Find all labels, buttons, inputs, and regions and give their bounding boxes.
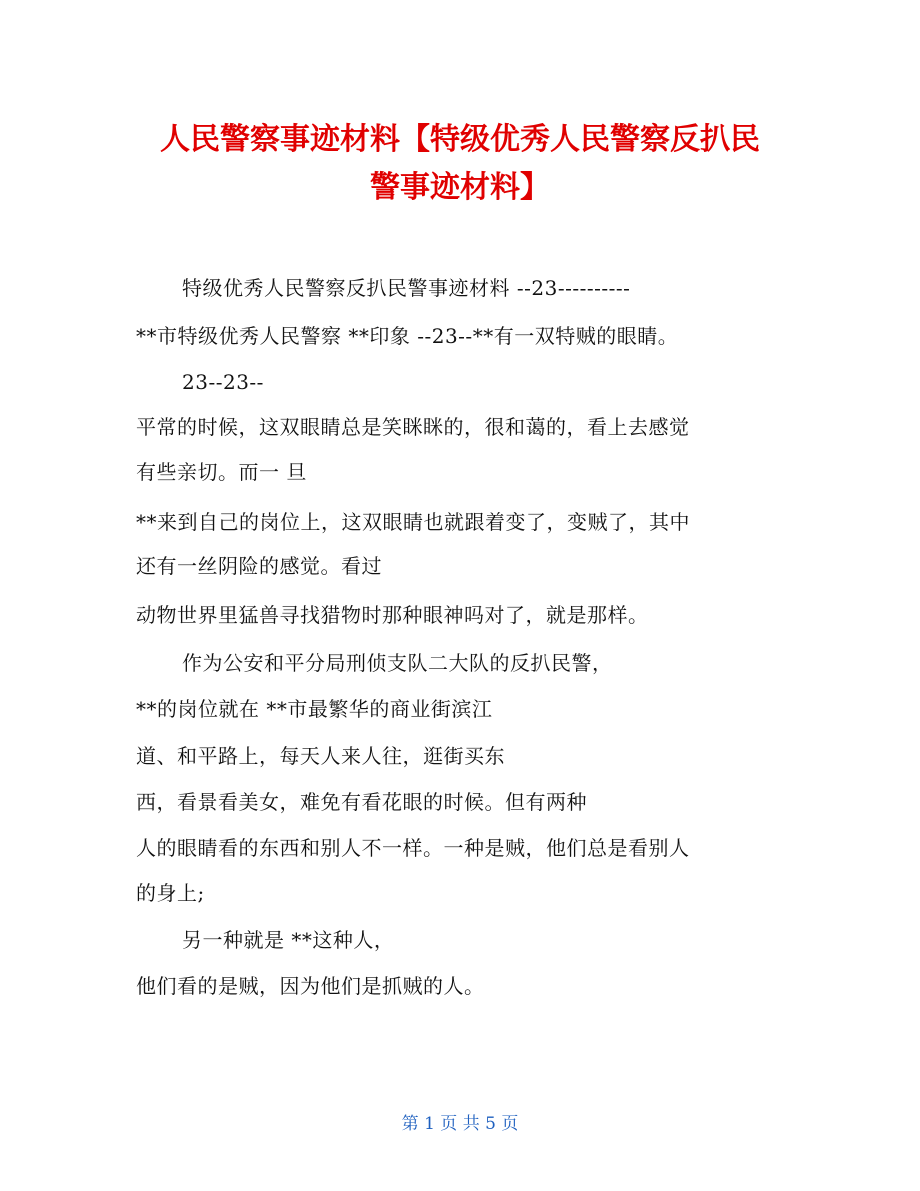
body-line-9: 作为公安和平分局刑侦支队二大队的反扒民警， — [182, 651, 613, 675]
body-line-1: 特级优秀人民警察反扒民警事迹材料 --23---------- — [182, 276, 631, 300]
body-line-15: 另一种就是 **这种人， — [182, 928, 395, 952]
body-line-8: 动物世界里猛兽寻找猎物时那种眼神吗对了，就是那样。 — [136, 603, 649, 627]
body-line-16: 他们看的是贼，因为他们是抓贼的人。 — [136, 974, 485, 998]
page-footer: 第 1 页 共 5 页 — [401, 1114, 519, 1134]
document-title-line-2: 警事迹材料】 — [370, 170, 550, 205]
body-line-7: 还有一丝阴险的感觉。看过 — [136, 554, 382, 578]
body-line-11: 道、和平路上，每天人来人往，逛街买东 — [136, 744, 505, 768]
body-line-5: 有些亲切。而一 旦 — [136, 460, 307, 484]
body-line-12: 西，看景看美女，难免有看花眼的时候。但有两种 — [136, 790, 587, 814]
body-line-13: 人的眼睛看的东西和别人不一样。一种是贼，他们总是看别人 — [136, 836, 690, 860]
document-title-line-1: 人民警察事迹材料【特级优秀人民警察反扒民 — [160, 122, 760, 157]
body-line-2: **市特级优秀人民警察 **印象 --23--**有一双特贼的眼睛。 — [136, 324, 679, 348]
body-line-3: 23--23-- — [182, 370, 264, 394]
body-line-6: **来到自己的岗位上，这双眼睛也就跟着变了，变贼了，其中 — [136, 510, 690, 534]
body-line-4: 平常的时候，这双眼睛总是笑眯眯的，很和蔼的，看上去感觉 — [136, 415, 690, 439]
body-line-14: 的身上; — [136, 881, 205, 905]
body-line-10: **的岗位就在 **市最繁华的商业街滨江 — [136, 697, 493, 721]
